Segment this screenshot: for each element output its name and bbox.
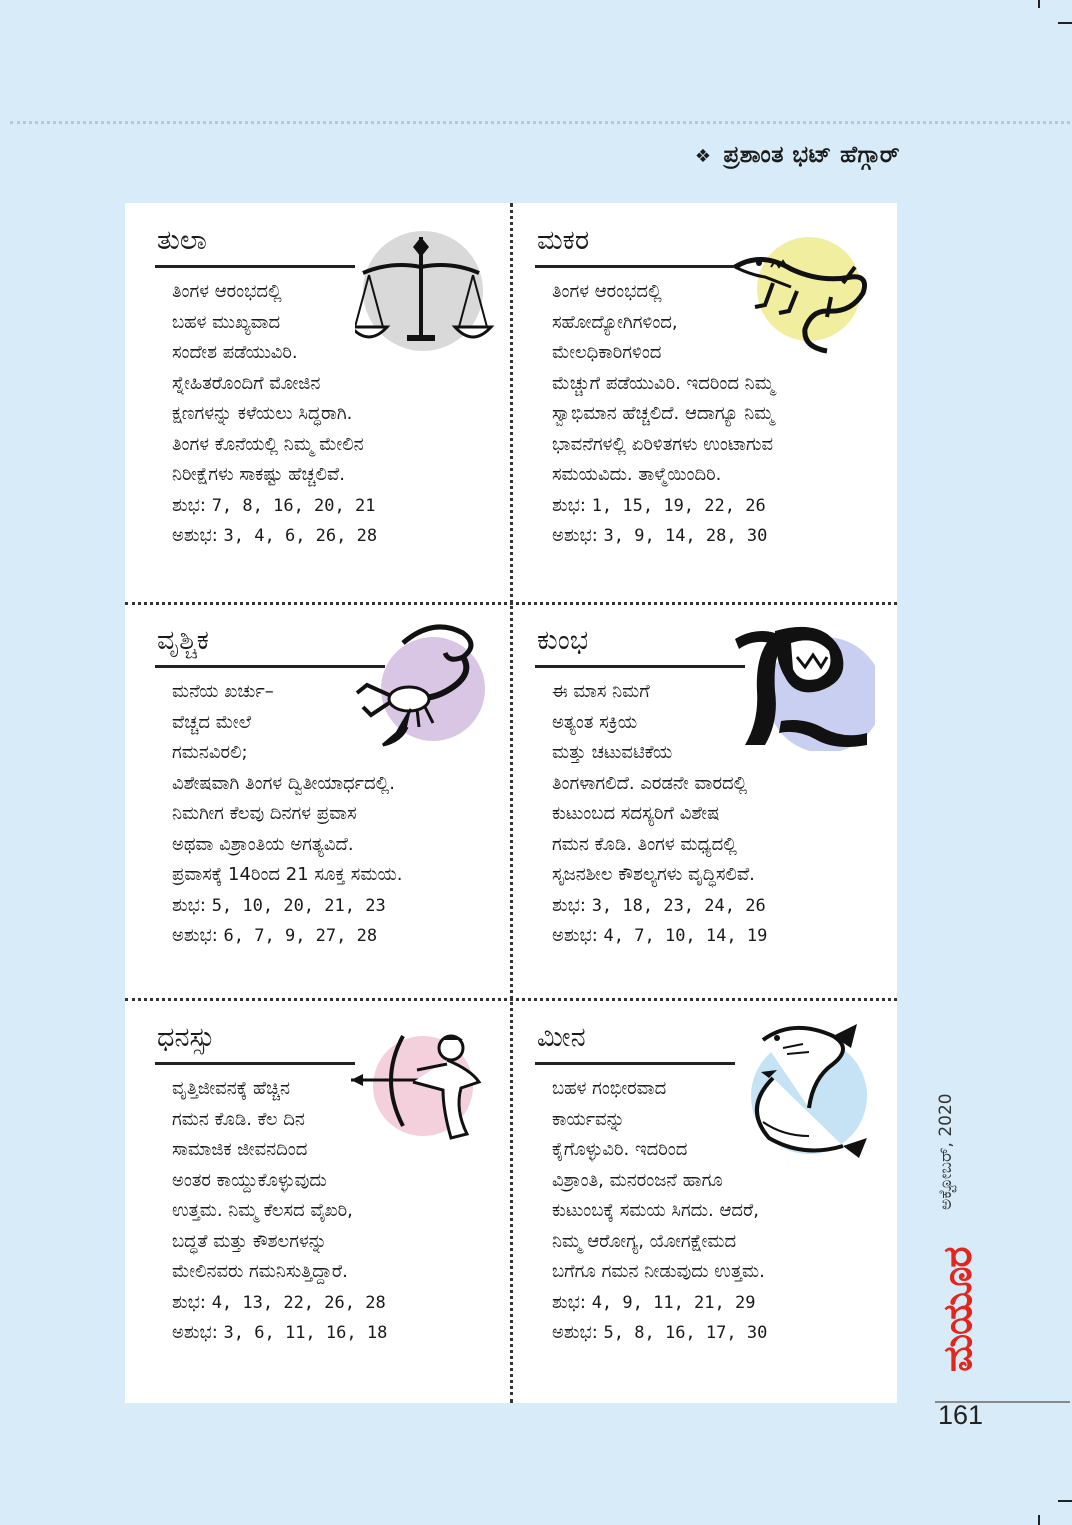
text-line: ಬಗೆಗೂ ಗಮನ ನೀಡುವುದು ಉತ್ತಮ. <box>552 1261 765 1282</box>
text-line: ಸಹೋದ್ಯೋಗಿಗಳಿಂದ, <box>552 311 678 333</box>
text-line: ವಿಶ್ರಾಂತಿ, ಮನರಂಜನೆ ಹಾಗೂ <box>552 1169 723 1191</box>
crop-mark <box>1058 22 1072 24</box>
text-line: ಕ್ಷಣಗಳನ್ನು ಕಳೆಯಲು ಸಿದ್ಧರಾಗಿ. <box>172 403 353 424</box>
text-line: ನಿರೀಕ್ಷೆಗಳು ಸಾಕಷ್ಟು ಹೆಚ್ಚಲಿವೆ. <box>172 464 345 485</box>
text-line: ಅಂತರ ಕಾಯ್ದುಕೊಳ್ಳುವುದು <box>172 1169 327 1191</box>
text-line: ತಿಂಗಳಾಗಲಿದೆ. ಎರಡನೇ ವಾರದಲ್ಲಿ <box>552 772 748 794</box>
text-line: ತಿಂಗಳ ಆರಂಭದಲ್ಲಿ <box>172 281 282 302</box>
text-line: ವೃತ್ತಿಜೀವನಕ್ಕೆ ಹೆಚ್ಚಿನ <box>172 1078 291 1099</box>
shubha-values: 4, 13, 22, 26, 28 <box>211 1292 386 1313</box>
lucky-dates <box>172 891 502 952</box>
lucky-dates <box>552 1288 882 1349</box>
sign-card-sagittarius <box>125 1000 511 1398</box>
lucky-dates <box>172 491 502 552</box>
lucky-dates <box>552 891 882 952</box>
shubha-row <box>172 1288 502 1319</box>
sign-text <box>552 277 882 552</box>
sign-text <box>172 677 502 952</box>
text-line: ಗಮನ ಕೊಡಿ. ತಿಂಗಳ ಮಧ್ಯದಲ್ಲಿ <box>552 833 737 855</box>
lucky-dates <box>172 1288 502 1349</box>
issue-date-text: ಅಕ್ಟೋಬರ್, 2020 <box>936 1093 956 1210</box>
magazine-logo-text: ಮಯೂರ <box>935 1247 981 1372</box>
text-line: ಬಹಳ ಗಂಭೀರವಾದ <box>552 1078 667 1099</box>
ashubha-values: 3, 9, 14, 28, 30 <box>603 526 768 546</box>
sign-card-aquarius <box>511 603 897 1001</box>
ashubha-row <box>172 521 502 552</box>
sign-title: ವೃಶ್ಚಿಕ <box>157 625 209 656</box>
ashubha-values: 6, 7, 9, 27, 28 <box>223 926 378 946</box>
text-line: ಈ ಮಾಸ ನಿಮಗೆ <box>552 681 650 702</box>
text-line: ಭಾವನೆಗಳಲ್ಲಿ ಏರಿಳಿತಗಳು ಉಂಟಾಗುವ <box>552 433 773 455</box>
shubha-label: ಶುಭ: <box>552 1291 586 1313</box>
text-line: ವಿಶೇಷವಾಗಿ ತಿಂಗಳ ದ್ವಿತೀಯಾರ್ಧದಲ್ಲಿ. <box>172 772 395 794</box>
ashubha-label: ಅಶುಭ: <box>172 925 218 946</box>
ashubha-label: ಅಶುಭ: <box>552 525 598 546</box>
sign-card-libra <box>125 203 511 601</box>
sign-text <box>552 1074 882 1349</box>
shubha-values: 4, 9, 11, 21, 29 <box>591 1292 756 1313</box>
ashubha-values: 5, 8, 16, 17, 30 <box>603 1323 768 1343</box>
title-rule <box>155 265 355 268</box>
ashubha-row <box>172 921 502 952</box>
author-byline <box>695 142 900 168</box>
ashubha-label: ಅಶುಭ: <box>552 1322 598 1343</box>
shubha-label: ಶುಭ: <box>552 494 586 516</box>
text-line: ಅತ್ಯಂತ ಸಕ್ರಿಯ <box>552 711 638 733</box>
title-rule <box>535 265 735 268</box>
sign-text <box>552 677 882 952</box>
shubha-row <box>172 891 502 922</box>
text-line: ಮನೆಯ ಖರ್ಚು– <box>172 681 274 702</box>
ashubha-label: ಅಶುಭ: <box>172 1322 218 1343</box>
sign-title: ಧನಸ್ಸು <box>157 1022 215 1053</box>
shubha-values: 3, 18, 23, 24, 26 <box>591 895 766 916</box>
text-line: ಮೇಲಿನವರು ಗಮನಿಸುತ್ತಿದ್ದಾರೆ. <box>172 1261 348 1282</box>
text-line: ಮೇಲಧಿಕಾರಿಗಳಿಂದ <box>552 342 662 363</box>
shubha-label: ಶುಭ: <box>172 894 206 916</box>
diamond-bullet-icon: ❖ <box>694 146 712 167</box>
text-line: ಪ್ರವಾಸಕ್ಕೆ 14ರಿಂದ 21 ಸೂಕ್ತ ಸಮಯ. <box>172 864 403 885</box>
text-line: ವೆಚ್ಚದ ಮೇಲೆ <box>172 711 252 733</box>
text-line: ಸಮಯವಿದು. ತಾಳ್ಮೆಯಿಂದಿರಿ. <box>552 464 722 485</box>
text-line: ಸ್ವಾಭಿಮಾನ ಹೆಚ್ಚಲಿದೆ. ಆದಾಗ್ಯೂ ನಿಮ್ಮ <box>552 403 774 424</box>
title-rule <box>535 1062 735 1065</box>
text-line: ಗಮನ ಕೊಡಿ. ಕೆಲ ದಿನ <box>172 1108 305 1130</box>
ashubha-row <box>552 1318 882 1349</box>
shubha-row <box>552 491 882 522</box>
text-line: ನಿಮ್ಮ ಆರೋಗ್ಯ, ಯೋಗಕ್ಷೇಮದ <box>552 1230 737 1252</box>
title-rule <box>155 665 385 668</box>
ashubha-row <box>552 521 882 552</box>
shubha-row <box>552 1288 882 1319</box>
ashubha-row <box>172 1318 502 1349</box>
text-line: ಸೃಜನಶೀಲ ಕೌಶಲ್ಯಗಳು ವೃದ್ಧಿಸಲಿವೆ. <box>552 864 755 885</box>
shubha-values: 7, 8, 16, 20, 21 <box>211 495 376 516</box>
sign-title: ಮೀನ <box>537 1022 586 1053</box>
crop-mark <box>1058 1500 1072 1502</box>
author-name: ಪ್ರಶಾಂತ ಭಟ್ ಹೆಗ್ಗಾರ್ <box>723 142 900 168</box>
shubha-row <box>172 491 502 522</box>
text-line: ಅಥವಾ ವಿಶ್ರಾಂತಿಯ ಅಗತ್ಯವಿದೆ. <box>172 833 354 855</box>
sign-text <box>172 277 502 552</box>
text-line: ಗಮನವಿರಲಿ; <box>172 742 248 763</box>
text-line: ಮತ್ತು ಚಟುವಟಿಕೆಯ <box>552 742 673 763</box>
shubha-label: ಶುಭ: <box>172 494 206 516</box>
sign-card-capricorn <box>511 203 897 601</box>
crop-mark <box>1038 1515 1040 1525</box>
ashubha-label: ಅಶುಭ: <box>172 525 218 546</box>
text-line: ಮೆಚ್ಚುಗೆ ಪಡೆಯುವಿರಿ. ಇದರಿಂದ ನಿಮ್ಮ <box>552 372 775 394</box>
sign-card-scorpio <box>125 603 511 1001</box>
text-line: ಉತ್ತಮ. ನಿಮ್ಮ ಕೆಲಸದ ವೈಖರಿ, <box>172 1200 353 1221</box>
text-line: ಕುಟುಂಬಕ್ಕೆ ಸಮಯ ಸಿಗದು. ಆದರೆ, <box>552 1200 759 1221</box>
title-rule <box>155 1062 355 1065</box>
sign-text <box>172 1074 502 1349</box>
text-line: ಕಾರ್ಯವನ್ನು <box>552 1108 625 1130</box>
lucky-dates <box>552 491 882 552</box>
text-line: ಸ್ನೇಹಿತರೊಂದಿಗೆ ಮೋಜಿನ <box>172 372 321 394</box>
text-line: ಕುಟುಂಬದ ಸದಸ್ಯರಿಗೆ ವಿಶೇಷ <box>552 803 720 824</box>
text-line: ನಿಮಗೀಗ ಕೆಲವು ದಿನಗಳ ಪ್ರವಾಸ <box>172 803 357 824</box>
top-dotted-rule <box>10 121 1070 124</box>
sign-title: ತುಲಾ <box>157 225 207 256</box>
sign-title: ಕುಂಭ <box>537 625 589 656</box>
ashubha-values: 3, 4, 6, 26, 28 <box>223 526 378 546</box>
text-line: ಕೈಗೊಳ್ಳುವಿರಿ. ಇದರಿಂದ <box>552 1139 688 1160</box>
sign-title: ಮಕರ <box>537 225 590 256</box>
shubha-values: 1, 15, 19, 22, 26 <box>591 495 766 516</box>
text-line: ಸಂದೇಶ ಪಡೆಯುವಿರಿ. <box>172 342 298 363</box>
sign-card-pisces <box>511 1000 897 1398</box>
shubha-label: ಶುಭ: <box>552 894 586 916</box>
ashubha-label: ಅಶುಭ: <box>552 925 598 946</box>
crop-mark <box>1038 0 1040 8</box>
horoscope-panel <box>125 203 897 1403</box>
text-line: ಬಹಳ ಮುಖ್ಯವಾದ <box>172 311 281 333</box>
text-line: ಬದ್ಧತೆ ಮತ್ತು ಕೌಶಲಗಳನ್ನು <box>172 1230 327 1252</box>
shubha-label: ಶುಭ: <box>172 1291 206 1313</box>
shubha-row <box>552 891 882 922</box>
ashubha-values: 4, 7, 10, 14, 19 <box>603 926 768 946</box>
ashubha-row <box>552 921 882 952</box>
shubha-values: 5, 10, 20, 21, 23 <box>211 895 386 916</box>
title-rule <box>535 665 745 668</box>
text-line: ತಿಂಗಳ ಆರಂಭದಲ್ಲಿ <box>552 281 662 302</box>
text-line: ತಿಂಗಳ ಕೊನೆಯಲ್ಲಿ ನಿಮ್ಮ ಮೇಲಿನ <box>172 433 364 455</box>
page-number: 161 <box>938 1400 984 1430</box>
text-line: ಸಾಮಾಜಿಕ ಜೀವನದಿಂದ <box>172 1139 308 1160</box>
ashubha-values: 3, 6, 11, 16, 18 <box>223 1323 388 1343</box>
